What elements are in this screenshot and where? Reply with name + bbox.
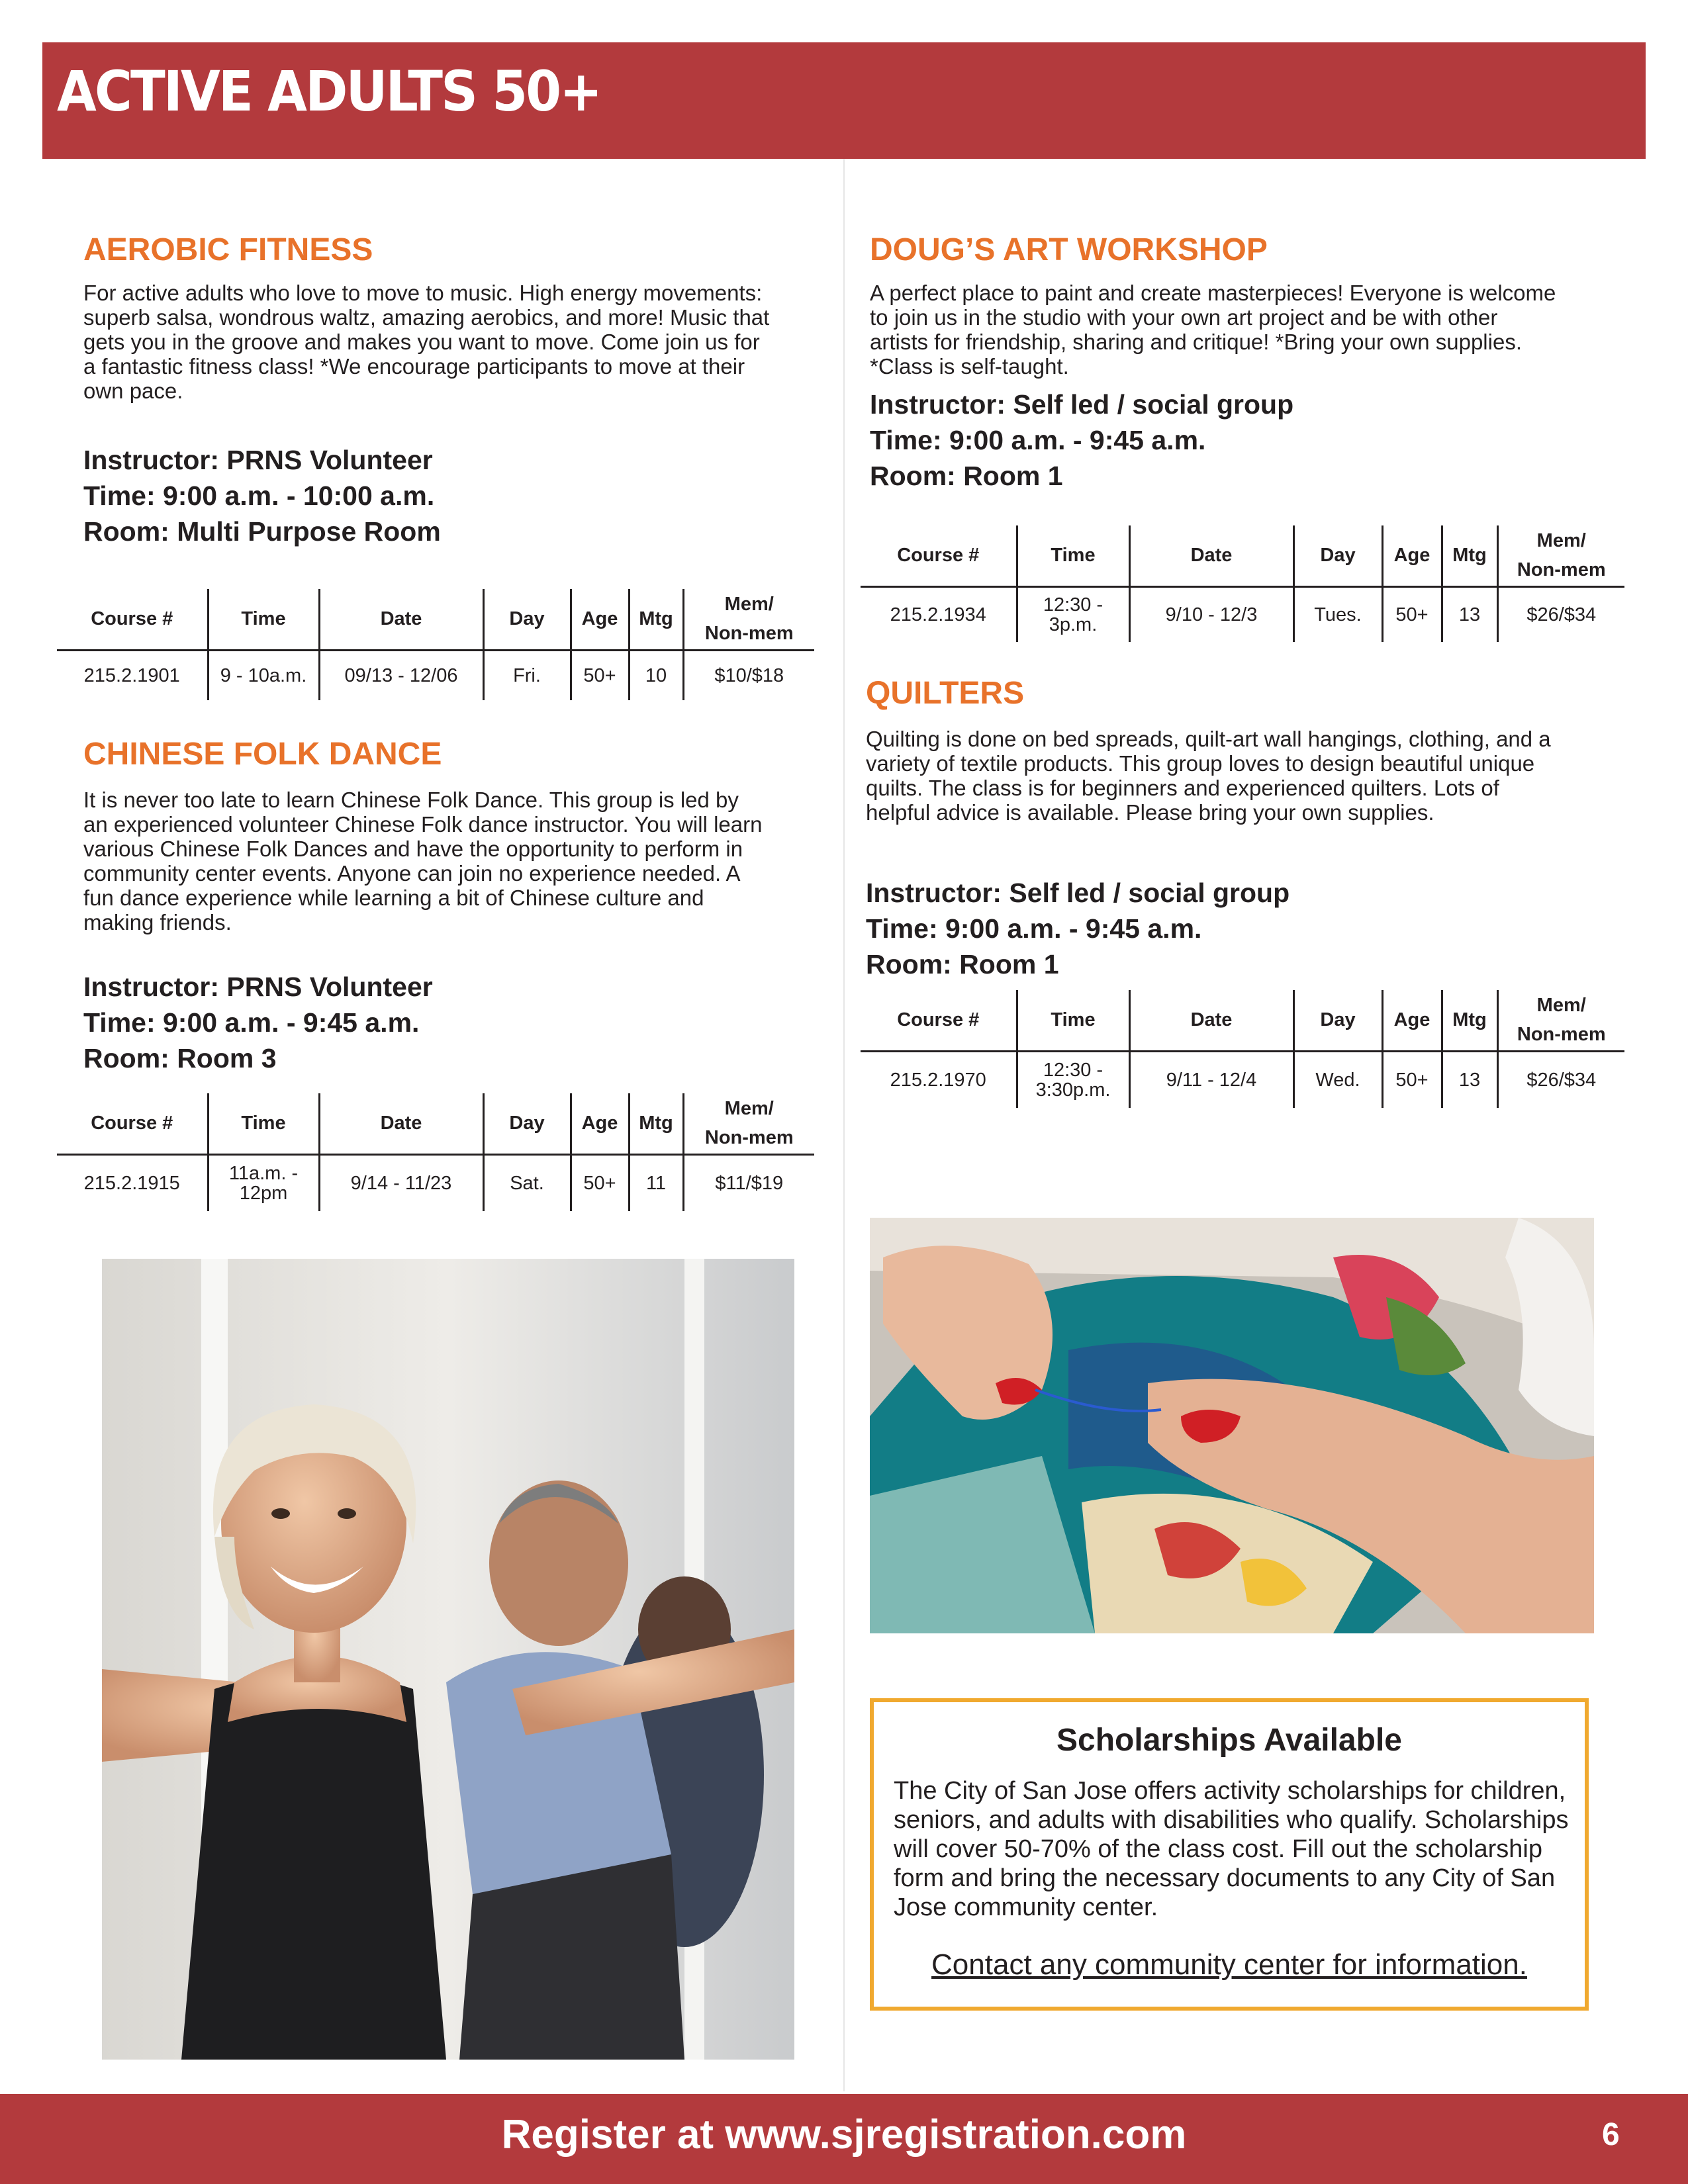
scholarship-title: Scholarships Available	[1056, 1723, 1402, 1758]
chinese-course-table	[57, 1093, 814, 1211]
course-age: 50+	[571, 650, 629, 700]
header-day: Day	[483, 1093, 571, 1154]
chinese-title: CHINESE FOLK DANCE	[83, 737, 442, 772]
art-details	[870, 387, 1293, 494]
header-age: Age	[571, 589, 629, 650]
header-fee: Mem/ Non-mem	[1497, 990, 1624, 1051]
column-divider	[843, 159, 845, 2091]
quilters-description: Quilting is done on bed spreads, quilt-art wall hangings, clothing, and a variety of textile products. This group loves to design beautiful unique quilts. The class is for beginners and experienced quilters. Lots of helpful advice is available. Please bring your own supplies.	[866, 727, 1551, 825]
table-row	[861, 586, 1624, 642]
header-age: Age	[1382, 990, 1442, 1051]
header-day: Day	[1293, 525, 1382, 586]
art-room: Room: Room 1	[870, 461, 1063, 491]
quilters-details	[866, 875, 1289, 982]
course-day: Tues.	[1293, 586, 1382, 642]
art-instructor: Instructor: Self led / social group	[870, 389, 1294, 420]
header-course: Course #	[57, 589, 208, 650]
header-mtg: Mtg	[629, 1093, 683, 1154]
chinese-time: Time: 9:00 a.m. - 9:45 a.m.	[83, 1007, 420, 1038]
art-time: Time: 9:00 a.m. - 9:45 a.m.	[870, 425, 1206, 455]
header-time: Time	[1017, 525, 1129, 586]
scholarship-body: The City of San Jose offers activity scholarships for children, seniors, and adults with disabilities who qualify. Scholarships will cover 50-70% of the class cost. Fill out the scholarship form and bring the necessary documents to any City of San Jose community center.	[894, 1777, 1569, 1921]
chinese-details	[83, 969, 433, 1076]
course-number: 215.2.1901	[83, 664, 180, 686]
course-date: 9/11 - 12/4	[1129, 1051, 1293, 1108]
course-time: 11a.m. - 12pm	[208, 1154, 319, 1211]
table-row	[57, 1154, 814, 1211]
header-course: Course #	[57, 1093, 208, 1154]
header-day: Day	[1293, 990, 1382, 1051]
course-time: 12:30 - 3p.m.	[1017, 586, 1129, 642]
course-mtg: 13	[1442, 586, 1497, 642]
quilters-course-table	[861, 990, 1624, 1108]
art-title: DOUG’S ART WORKSHOP	[870, 232, 1268, 267]
header-course: Course #	[861, 990, 1017, 1051]
course-date: 9/10 - 12/3	[1129, 586, 1293, 642]
course-number: 215.2.1934	[890, 604, 986, 625]
quilters-instructor: Instructor: Self led / social group	[866, 878, 1290, 908]
register-link[interactable]: Register at www.sjregistration.com	[501, 2112, 1187, 2158]
course-number: 215.2.1970	[890, 1069, 986, 1091]
course-mtg: 13	[1442, 1051, 1497, 1108]
aerobic-instructor: Instructor: PRNS Volunteer	[83, 445, 433, 475]
course-time: 9 - 10a.m.	[208, 650, 319, 700]
chinese-description: It is never too late to learn Chinese Folk Dance. This group is led by an experienced volunteer Chinese Folk dance instructor. You will learn various Chinese Folk Dances and have the opportunity to perform in community center events. Anyone can join no experience needed. A fun dance experience while learning a bit of Chinese culture and making friends.	[83, 788, 763, 934]
header-fee: Mem/ Non-mem	[683, 589, 814, 650]
course-mtg: 10	[629, 650, 683, 700]
quilters-time: Time: 9:00 a.m. - 9:45 a.m.	[866, 913, 1202, 944]
course-date: 9/14 - 11/23	[319, 1154, 483, 1211]
course-mtg: 11	[629, 1154, 683, 1211]
header-date: Date	[319, 589, 483, 650]
page-number: 6	[1602, 2117, 1620, 2152]
course-time: 12:30 - 3:30p.m.	[1017, 1051, 1129, 1108]
header-age: Age	[571, 1093, 629, 1154]
header-course: Course #	[861, 525, 1017, 586]
scholarship-box	[870, 1698, 1589, 2011]
art-course-table	[861, 525, 1624, 642]
chinese-instructor: Instructor: PRNS Volunteer	[83, 972, 433, 1002]
quilters-room: Room: Room 1	[866, 949, 1059, 979]
page-title: ACTIVE ADULTS 50+	[57, 59, 601, 124]
header-age: Age	[1382, 525, 1442, 586]
header-time: Time	[208, 1093, 319, 1154]
course-fee: $26/$34	[1497, 1051, 1624, 1108]
course-day: Wed.	[1293, 1051, 1382, 1108]
header-mtg: Mtg	[1442, 990, 1497, 1051]
header-date: Date	[1129, 525, 1293, 586]
course-date: 09/13 - 12/06	[319, 650, 483, 700]
art-description: A perfect place to paint and create masterpieces! Everyone is welcome to join us in the studio with your own art project and be with other artists for friendship, sharing and critique! *Bring your own supplies. *Class is self-taught.	[870, 281, 1556, 379]
header-date: Date	[319, 1093, 483, 1154]
course-age: 50+	[571, 1154, 629, 1211]
header-day: Day	[483, 589, 571, 650]
course-age: 50+	[1382, 586, 1442, 642]
table-row	[57, 650, 814, 700]
aerobic-title: AEROBIC FITNESS	[83, 232, 373, 267]
course-day: Sat.	[483, 1154, 571, 1211]
course-age: 50+	[1382, 1051, 1442, 1108]
course-number: 215.2.1915	[83, 1172, 180, 1194]
aerobic-description: For active adults who love to move to music. High energy movements: superb salsa, wondrous waltz, amazing aerobics, and more! Music that gets you in the groove and makes you want to move. Come join us for a fantastic fitness class! *We encourage participants to move at their own pace.	[83, 281, 770, 403]
header-fee: Mem/ Non-mem	[683, 1093, 814, 1154]
course-day: Fri.	[483, 650, 571, 700]
header-mtg: Mtg	[1442, 525, 1497, 586]
aerobic-course-table	[57, 589, 814, 700]
scholarship-contact-link[interactable]: Contact any community center for information.	[931, 1948, 1527, 1981]
header-time: Time	[208, 589, 319, 650]
header-date: Date	[1129, 990, 1293, 1051]
header-mtg: Mtg	[629, 589, 683, 650]
header-time: Time	[1017, 990, 1129, 1051]
table-row	[861, 1051, 1624, 1108]
aerobic-time: Time: 9:00 a.m. - 10:00 a.m.	[83, 480, 435, 511]
aerobic-room: Room: Multi Purpose Room	[83, 516, 441, 547]
fitness-photo-image	[102, 1259, 794, 2060]
header-fee: Mem/ Non-mem	[1497, 525, 1624, 586]
quilting-photo-image	[870, 1218, 1594, 1633]
course-fee: $11/$19	[683, 1154, 814, 1211]
quilting-photo	[870, 1218, 1594, 1633]
chinese-room: Room: Room 3	[83, 1043, 277, 1073]
fitness-photo	[102, 1259, 794, 2060]
course-fee: $10/$18	[683, 650, 814, 700]
aerobic-details	[83, 442, 441, 549]
quilters-title: QUILTERS	[866, 676, 1025, 711]
course-fee: $26/$34	[1497, 586, 1624, 642]
